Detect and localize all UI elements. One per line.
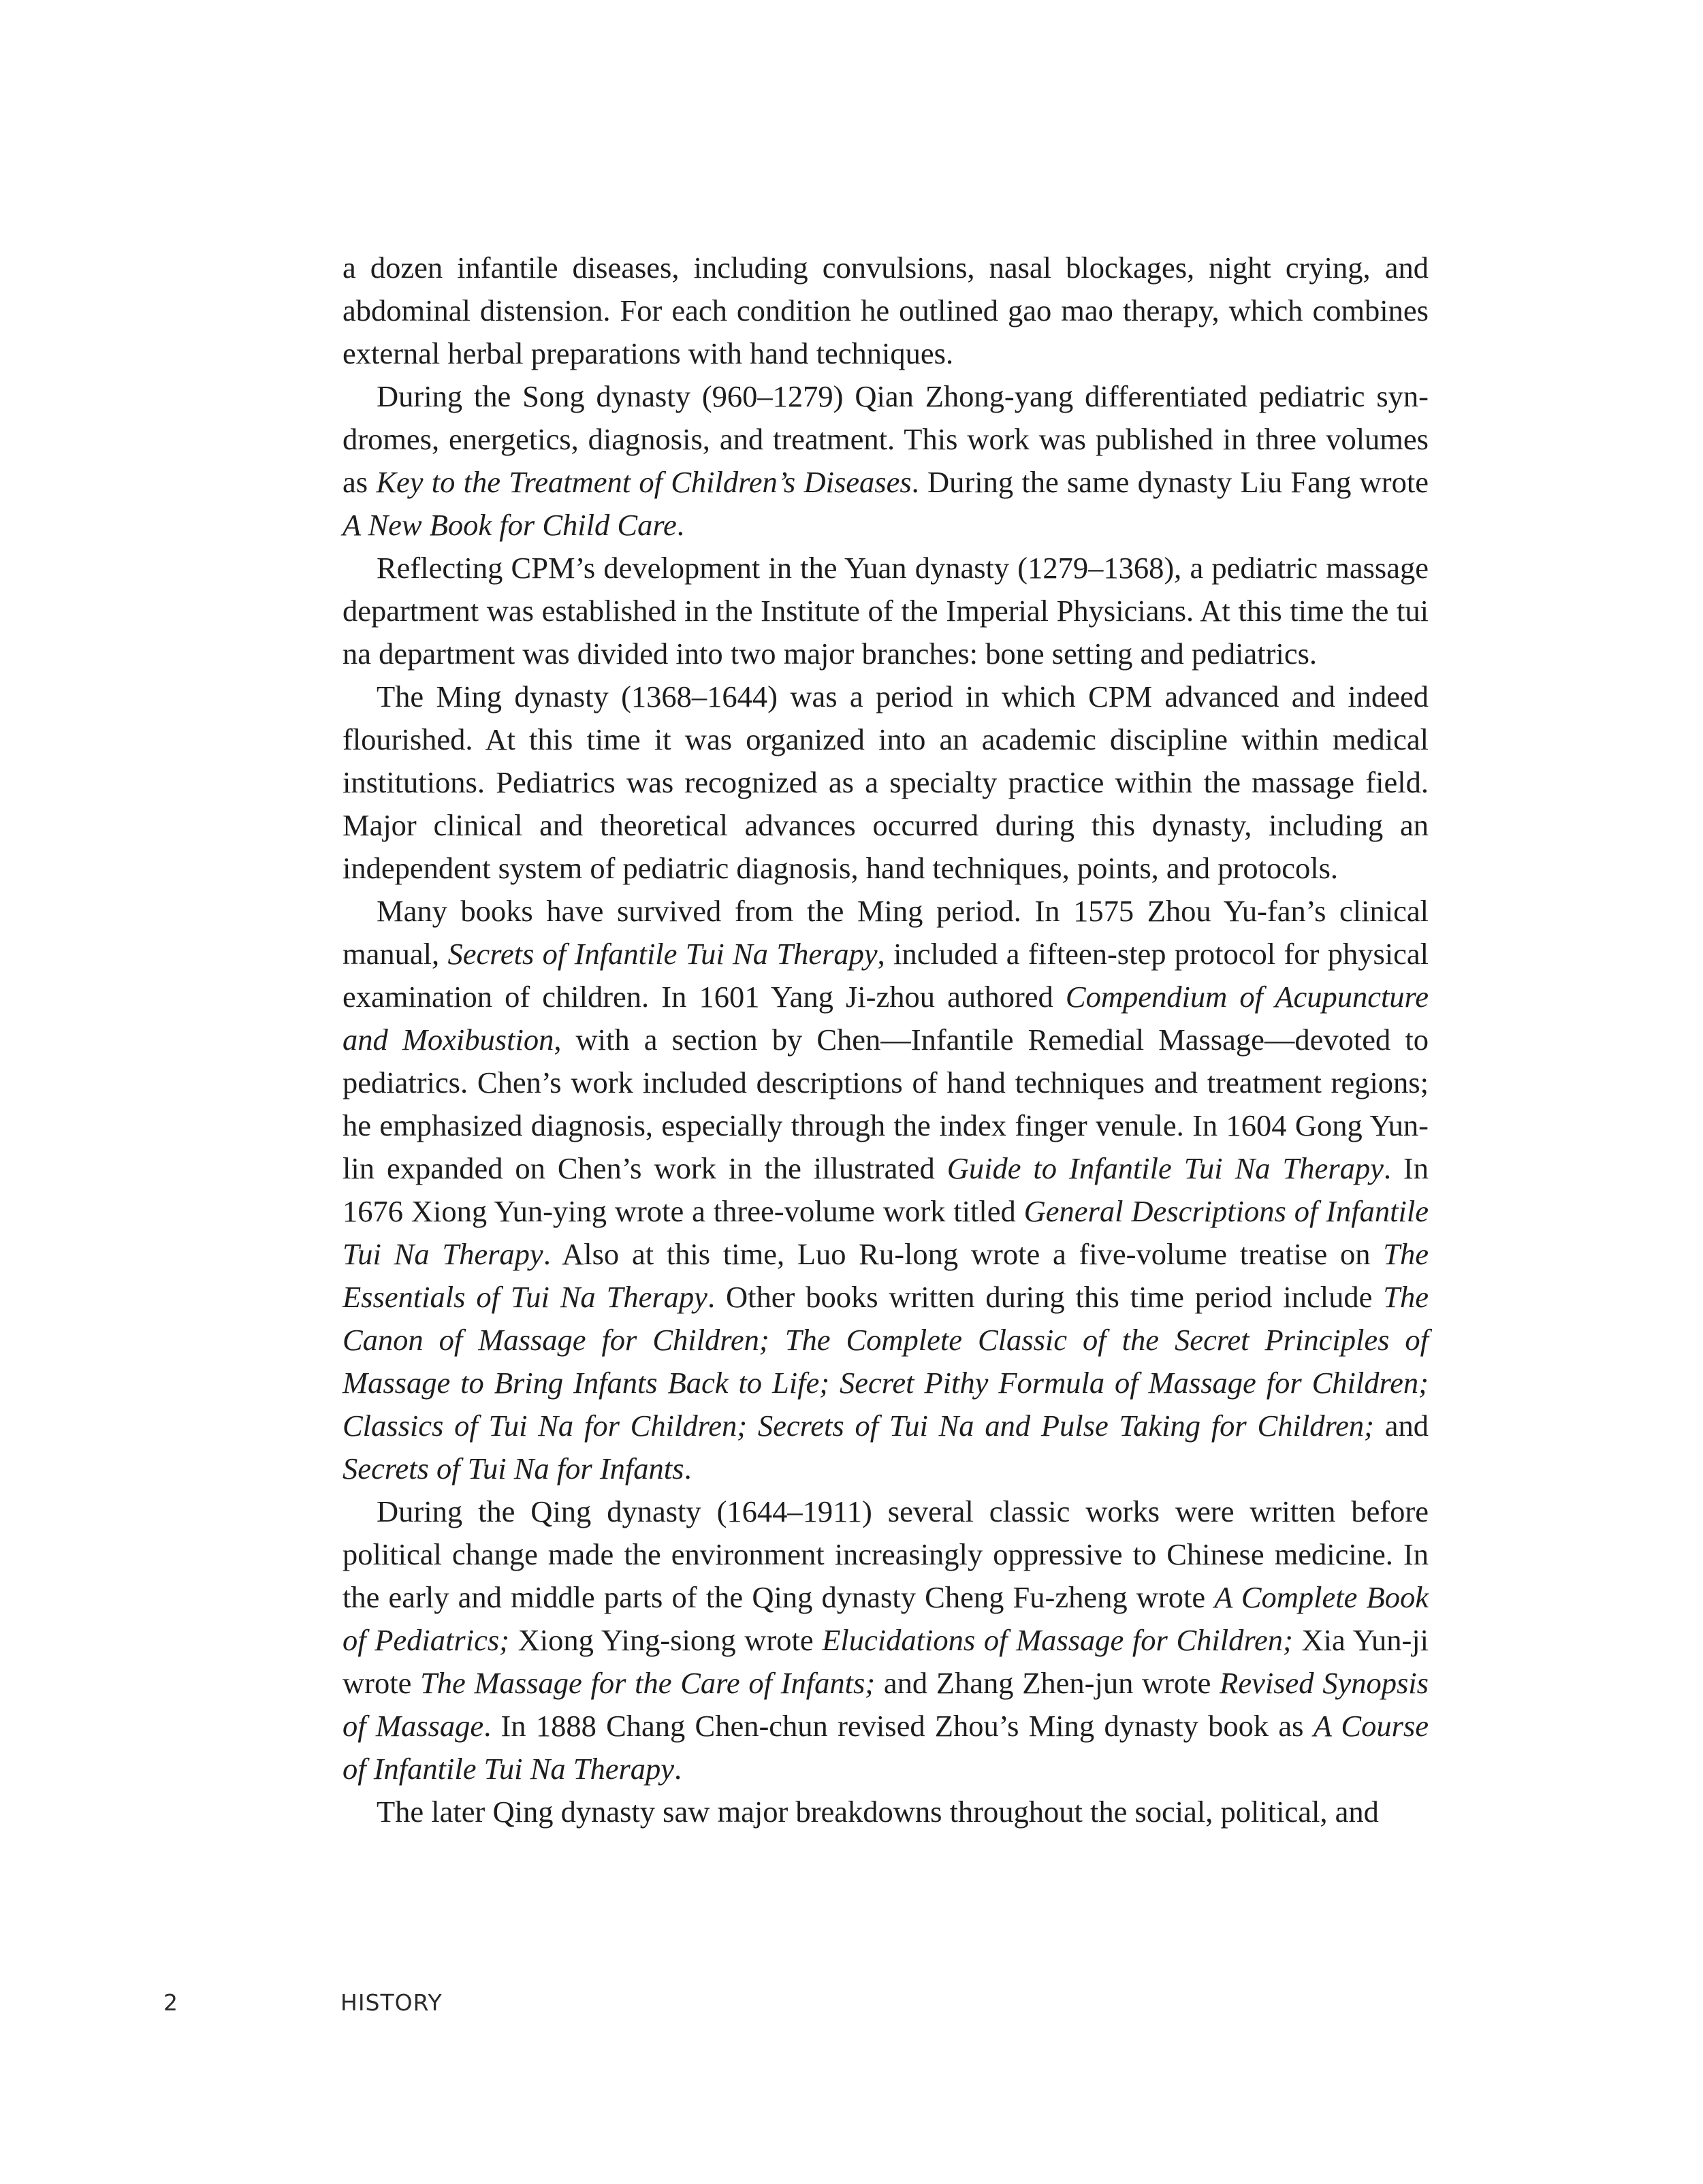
running-head: HISTORY [340, 1989, 443, 2016]
book-title: The Canon of Massage for Children; The Complete Classic of the Secret Principles of Massage to Bring Infants Back to Life; Secret Pithy Formula of Massage for Children; Classics of Tui Na for Children; Secrets of Tui Na and Pulse Taking for Children; [343, 1280, 1429, 1443]
book-title: Guide to Infantile Tui Na Therapy [946, 1151, 1384, 1185]
book-title: Revised Synopsis of Massage [343, 1666, 1429, 1743]
text-run: , with a section by Chen—Infantile Remedial Massage—devoted to pediatrics. Chen’s work included descriptions of hand techniques and treatment regions; he emphasized diagnosis, especially through the index finger venule. In 1604 Gong Yun-lin expanded on Chen’s work in the illustrated [343, 1023, 1429, 1185]
paragraph-1 [343, 246, 1429, 375]
text-run: Xia Yun-ji wrote [343, 1623, 1429, 1700]
text-run: Reflecting CPM’s development in the Yuan dynasty (1279–1368), a pediatric massage department was established in the Institute of the Imperial Physicians. At this time the tui na department was divided into two major branches: bone setting and pediatrics. [343, 551, 1429, 671]
book-title: Secrets of Tui Na for Infants [343, 1451, 684, 1486]
text-run: The Ming dynasty (1368–1644) was a period in which CPM advanced and indeed flourished. At this time it was organized into an academic discipline within medical institutions. Pediatrics was recognized as a specialty practice within the massage field. Major clinical and theoretical advances occurred during this dynasty, including an independent system of pediatric diagnosis, hand techniques, points, and protocols. [343, 679, 1429, 885]
paragraph-5 [343, 890, 1429, 1490]
text-run: Xiong Ying-siong wrote [509, 1623, 823, 1657]
text-run: . During the same dynasty Liu Fang wrote [911, 465, 1429, 499]
book-title: Compendium of Acupuncture and Moxibustion [343, 980, 1429, 1057]
paragraph-2 [343, 375, 1429, 547]
text-run: a dozen infantile diseases, including convulsions, nasal blockages, night crying, and abdominal distension. For each condition he outlined gao mao therapy, which combines external herbal preparations with hand techniques. [343, 251, 1429, 370]
book-title: Elucidations of Massage for Children; [822, 1623, 1293, 1657]
book-title: General Descriptions of Infantile Tui Na Therapy [343, 1194, 1429, 1271]
text-run: . [684, 1451, 692, 1486]
text-run: . [676, 508, 684, 542]
paragraph-7 [343, 1790, 1429, 1833]
text-run: During the Song dynasty (960–1279) Qian Zhong-yang differentiated pediatric syndromes, energetics, diagnosis, and treatment. This work was published in three volumes as [343, 379, 1429, 499]
text-run: . In 1676 Xiong Yun-ying wrote a three-volume work titled [343, 1151, 1429, 1228]
book-title: A Course of Infantile Tui Na Therapy [343, 1709, 1429, 1786]
text-run: , included a fifteen-step protocol for physical examination of children. In 1601 Yang Ji-zhou authored [343, 937, 1429, 1014]
text-run: The later Qing dynasty saw major breakdowns throughout the social, political, and [377, 1795, 1379, 1829]
book-title: The Massage for the Care of Infants; [420, 1666, 876, 1700]
text-run: . Other books written during this time period include [707, 1280, 1384, 1314]
page-number: 2 [163, 1989, 178, 2016]
book-title: Secrets of Infantile Tui Na Therapy [447, 937, 878, 971]
text-run: and Zhang Zhen-jun wrote [875, 1666, 1220, 1700]
body-text [343, 246, 1429, 1833]
paragraph-4 [343, 675, 1429, 890]
text-run: . Also at this time, Luo Ru-long wrote a five-volume treatise on [543, 1237, 1384, 1271]
book-title: A Complete Book of Pediatrics; [343, 1580, 1429, 1657]
book-title: The Essentials of Tui Na Therapy [343, 1237, 1429, 1314]
text-run: During the Qing dynasty (1644–1911) several classic works were written before political change made the environment increasingly oppressive to Chinese medicine. In the early and middle parts of the Qing dynasty Cheng Fu-zheng wrote [343, 1494, 1429, 1614]
text-run: . [674, 1752, 682, 1786]
text-run: Many books have survived from the Ming period. In 1575 Zhou Yu-fan’s clinical manual, [343, 894, 1429, 971]
text-run: . In 1888 Chang Chen-chun revised Zhou’s Ming dynasty book as [483, 1709, 1314, 1743]
paragraph-3 [343, 547, 1429, 675]
book-title: Key to the Treatment of Children’s Diseases [376, 465, 912, 499]
book-title: A New Book for Child Care [343, 508, 677, 542]
paragraph-6 [343, 1490, 1429, 1790]
text-run: and [1373, 1409, 1429, 1443]
